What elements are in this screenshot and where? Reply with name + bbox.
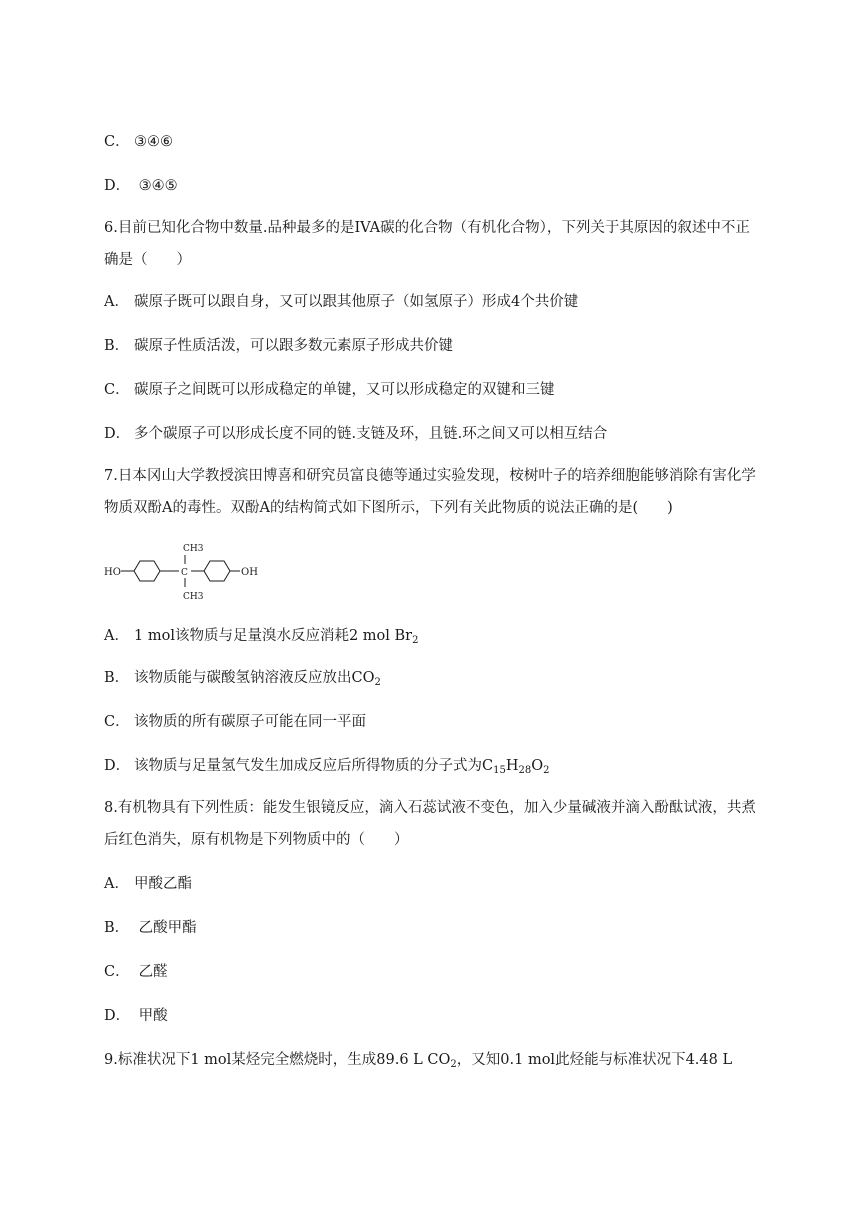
q9-stem: 9.标准状况下1 mol某烃完全燃烧时，生成89.6 L $CO_2$，又知0.1 mol此烃能与标准状况下4.48 L [104, 1052, 733, 1070]
q5-option-c: C． ③④⑥ [104, 134, 173, 150]
structure-center-carbon-label: C [181, 568, 188, 578]
q8-option-b: B． 乙酸甲酯 [104, 920, 197, 936]
q6-option-a: A． 碳原子既可以跟自身，又可以跟其他原子（如氢原子）形成4个共价键 [104, 294, 579, 310]
structure-top-methyl-label: CH3 [183, 544, 204, 554]
structure-bottom-methyl-label: CH3 [183, 592, 204, 602]
structure-left-ring [134, 561, 160, 581]
q7-stem: 7.日本冈山大学教授滨田博喜和研究员富良德等通过实验发现，桉树叶子的培养细胞能够消除有害化学物质双酚A的毒性。双酚A的结构简式如下图所示，下列有关此物质的说法正确的是( ) [104, 468, 756, 516]
q5-option-d: D． ③④⑤ [104, 178, 178, 194]
bisphenol-a-structure [104, 540, 274, 602]
structure-oh-label: OH [241, 567, 258, 578]
q7-option-b: B． 该物质能与碳酸氢钠溶液反应放出$CO_2$ [104, 670, 381, 688]
q8-option-a: A． 甲酸乙酯 [104, 876, 192, 892]
q8-option-c: C． 乙醛 [104, 964, 168, 980]
structure-right-ring [204, 561, 230, 581]
q6-option-d: D． 多个碳原子可以形成长度不同的链.支链及环，且链.环之间又可以相互结合 [104, 426, 608, 442]
q6-option-c: C． 碳原子之间既可以形成稳定的单键，又可以形成稳定的双键和三键 [104, 382, 555, 398]
structure-ho-label: HO [104, 567, 121, 578]
q6-option-b: B． 碳原子性质活泼，可以跟多数元素原子形成共价键 [104, 338, 453, 354]
q8-stem: 8.有机物具有下列性质：能发生银镜反应，滴入石蕊试液不变色，加入少量碱液并滴入酚酞试液，共煮后红色消失，原有机物是下列物质中的（ ） [104, 800, 756, 848]
q7-option-a: A． 1 mol该物质与足量溴水反应消耗2 mol $Br_2$ [104, 628, 419, 646]
q7-option-d: D． 该物质与足量氢气发生加成反应后所得物质的分子式为$C_{15}H_{28}O_2$ [104, 758, 550, 776]
q7-option-c: C． 该物质的所有碳原子可能在同一平面 [104, 714, 366, 730]
q8-option-d: D． 甲酸 [104, 1008, 168, 1024]
q6-stem: 6.目前已知化合物中数量.品种最多的是IVA碳的化合物（有机化合物），下列关于其原因的叙述中不正确是（ ） [104, 220, 750, 268]
